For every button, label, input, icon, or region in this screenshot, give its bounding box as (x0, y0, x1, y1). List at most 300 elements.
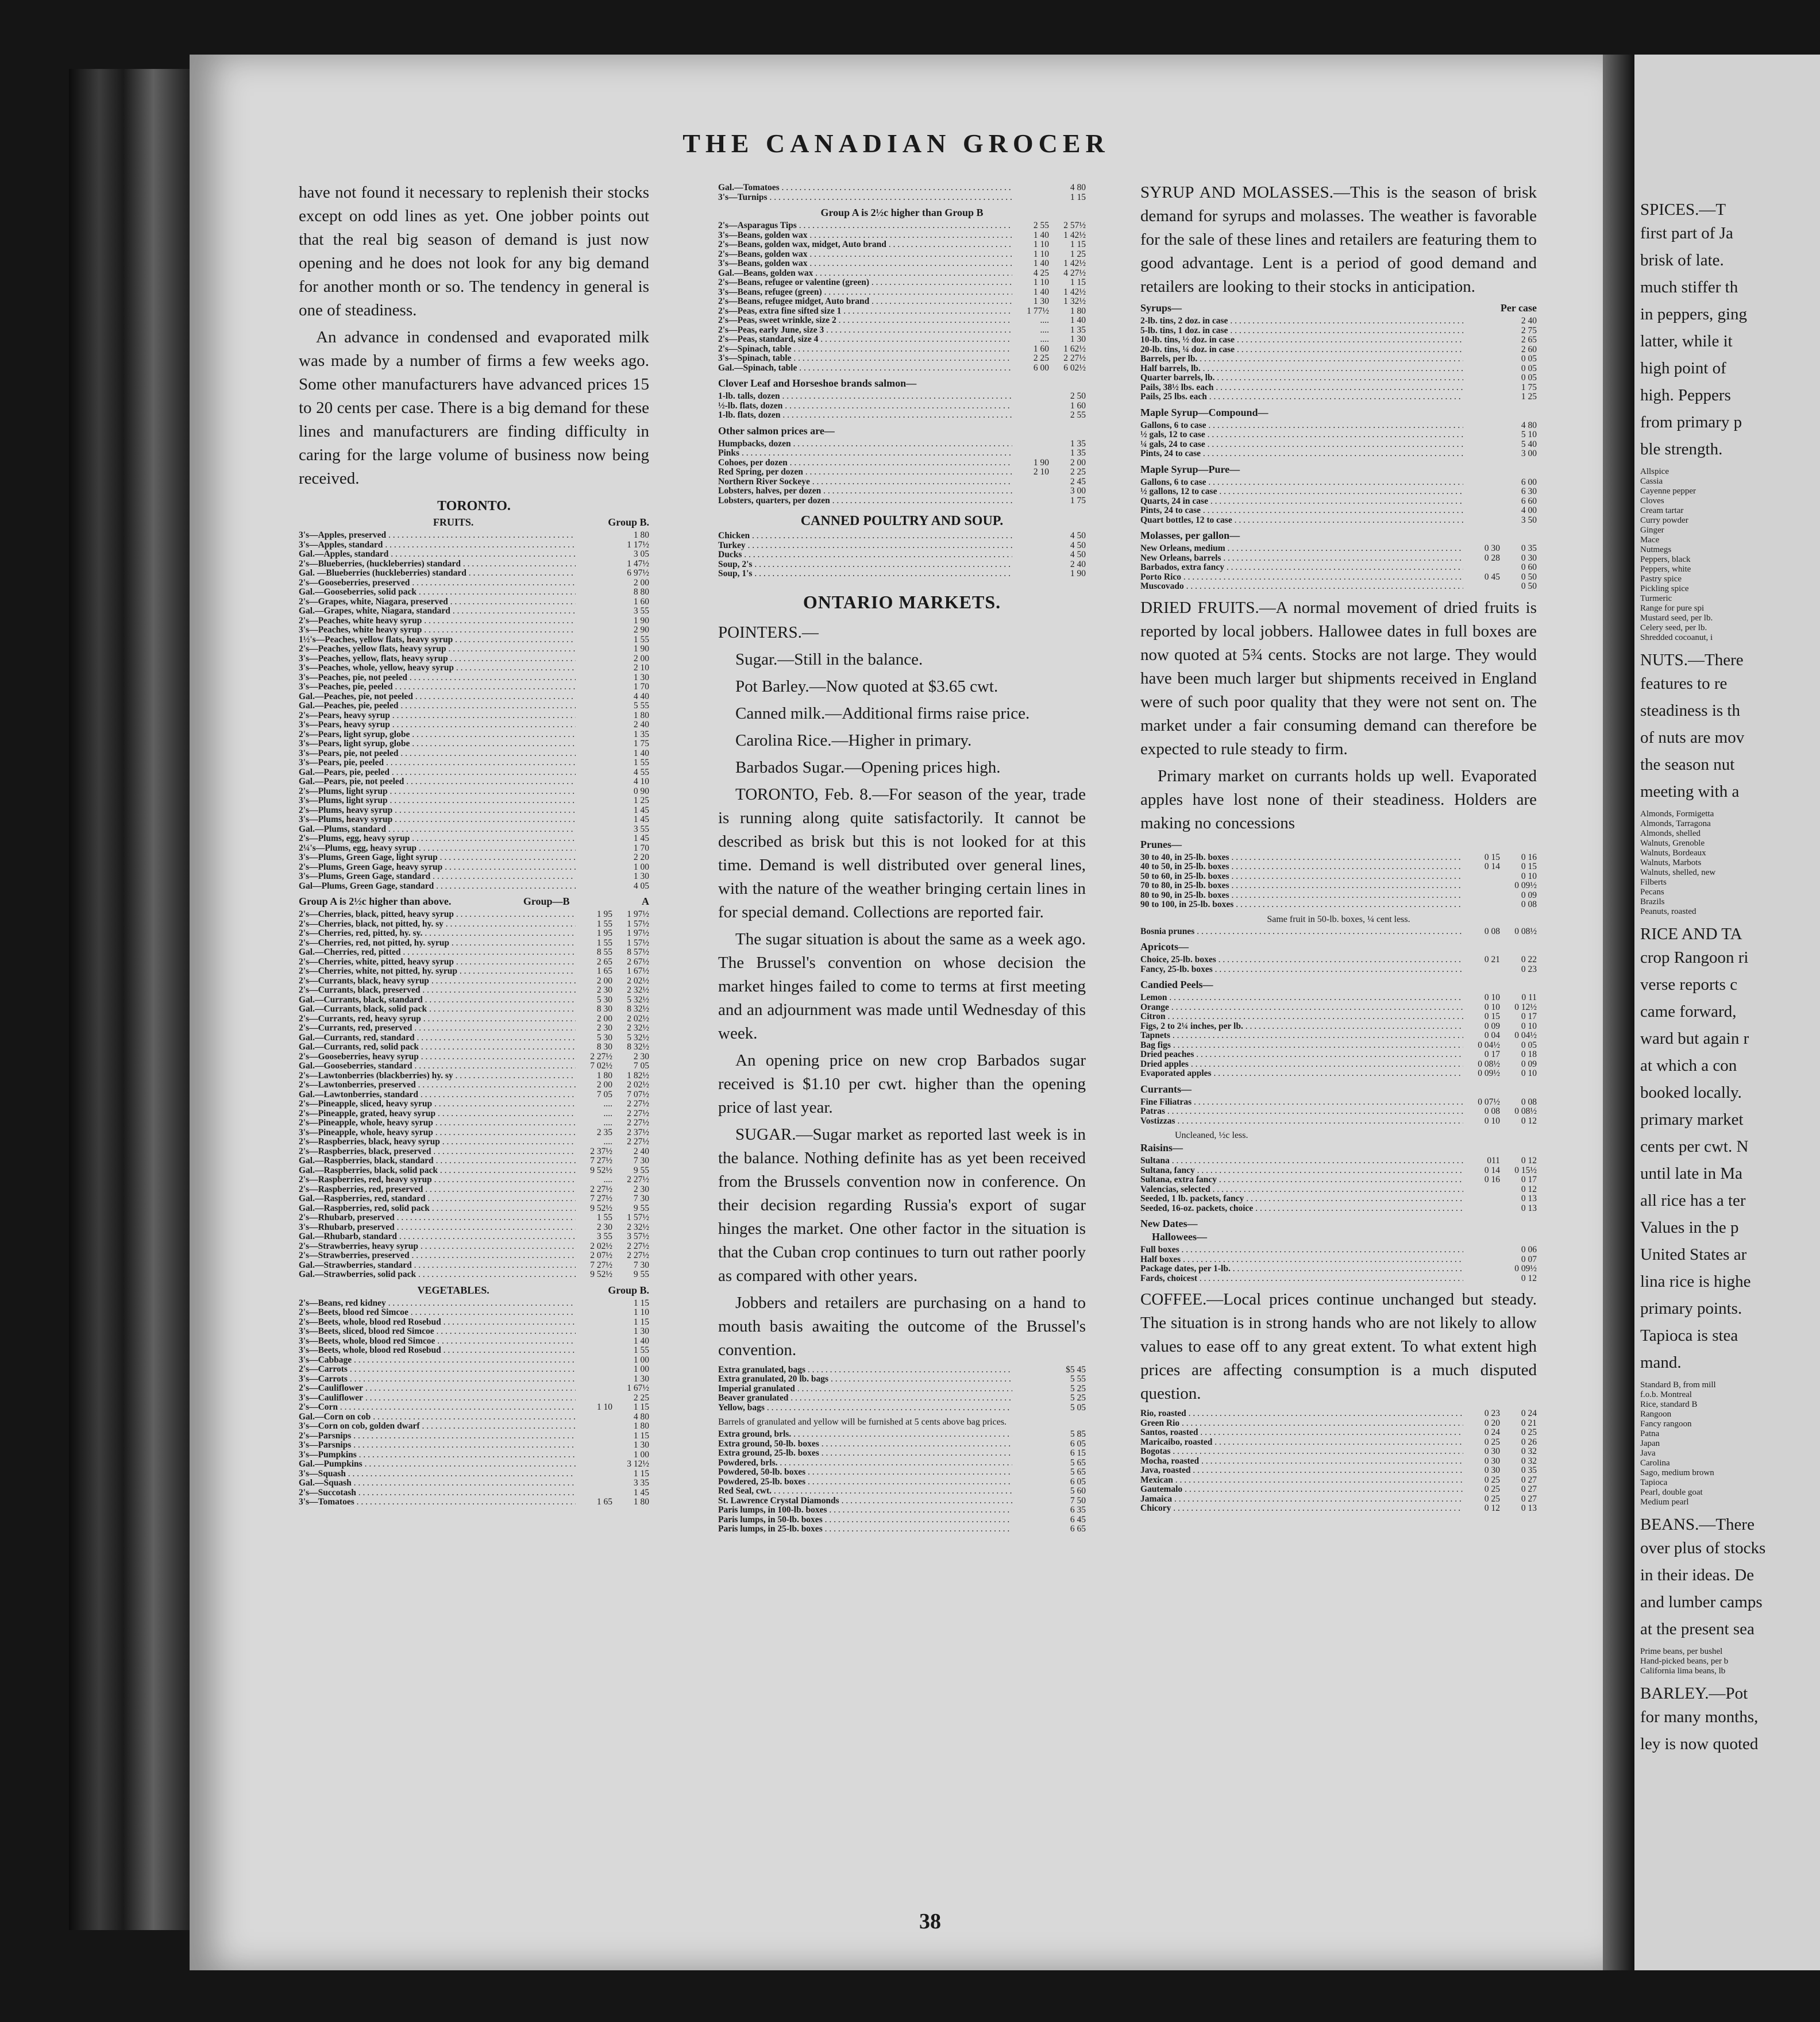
price-item: Filberts (1640, 878, 1667, 887)
row-value-1 (1463, 421, 1500, 431)
row-value-2: 0 15 (1521, 862, 1537, 871)
row-label: Gal.—Peaches, pie, not peeled . . . (299, 692, 576, 702)
row-label: 3's—Apples, preserved . . . (299, 531, 576, 541)
syrups-table (1140, 317, 1537, 402)
table-row (718, 288, 1086, 298)
row-label: Seeded, 16-oz. packets, choice . . . (1140, 1204, 1463, 1214)
row-label: 2's—Cherries, red, not pitted, hy. syrup . . . (299, 939, 576, 948)
section-title: RICE AND TA (1640, 925, 1742, 943)
row-label: 3's—Plums, Green Gage, standard . . . (299, 872, 576, 882)
ontario-markets-heading: ONTARIO MARKETS. (803, 591, 1001, 612)
row-value-2: 1 15 (1070, 277, 1086, 287)
row-value-2: 0 27 (1521, 1475, 1537, 1485)
dates-sub-label: Hallowees— (1152, 1231, 1207, 1242)
row-value-2: 2 25 (633, 1392, 649, 1403)
row-value-1 (1463, 430, 1500, 440)
row-label: Gal.—Currants, black, standard . . . (299, 995, 576, 1005)
row-label: Fancy, 25-lb. boxes . . . (1140, 965, 1463, 975)
row-label: Extra ground, 25-lb. boxes . . . (718, 1449, 1012, 1458)
row-label: 2's—Strawberries, heavy syrup . . . (299, 1242, 576, 1252)
row-label: Red Spring, per dozen . . . (718, 468, 1012, 477)
row-label: Humpbacks, dozen . . . (718, 439, 1012, 449)
row-label: 3's—Parsnips . . . (299, 1441, 576, 1450)
row-label: Gallons, 6 to case . . . (1140, 421, 1463, 431)
row-value-2: 7 50 (1070, 1495, 1086, 1506)
row-value-1 (576, 1394, 612, 1403)
peels-row (1140, 979, 1537, 991)
row-label: 2's—Raspberries, black, preserved . . . (299, 1147, 576, 1157)
row-value-1 (576, 777, 612, 787)
row-value-2: 1 75 (1070, 495, 1086, 506)
row-label: 2's—Currants, red, heavy syrup . . . (299, 1014, 576, 1024)
row-value-2: 1 00 (633, 1355, 649, 1365)
table-row (299, 1109, 649, 1119)
table-row (299, 1441, 649, 1450)
row-value-1: 011 (1487, 1156, 1500, 1166)
table-row (718, 221, 1086, 231)
row-value-1: 0 10 (1484, 1116, 1500, 1126)
row-value-2: 0 25 (1521, 1427, 1537, 1437)
row-label: 2's—Beans, golden wax . . . (718, 250, 1012, 260)
row-label: Extra granulated, bags . . . (718, 1365, 1012, 1375)
row-label: Orange . . . (1140, 1003, 1463, 1013)
table-row (1140, 1466, 1537, 1476)
table-row (299, 1137, 649, 1147)
row-value-2: 1 80 (1070, 306, 1086, 316)
table-row (299, 1175, 649, 1185)
table-row (718, 1506, 1086, 1515)
text-line: Tapioca is stea (1640, 1326, 1738, 1345)
row-value-1 (1463, 373, 1500, 383)
row-value-2: 0 10 (1521, 871, 1537, 881)
text-line: much stiffer th (1640, 278, 1738, 296)
table-row (718, 560, 1086, 570)
row-label: Green Rio . . . (1140, 1419, 1463, 1429)
row-value-1 (1012, 1375, 1049, 1384)
text-line: steadiness is th (1640, 701, 1740, 720)
row-value-2: 6 05 (1070, 1476, 1086, 1487)
row-label: Citron . . . (1140, 1012, 1463, 1022)
row-value-2: 2 90 (633, 625, 649, 635)
dried-fruits-paragraph: DRIED FRUITS.—A normal movement of dried fruits is reported by local jobbers. Hallowee dates in full boxes are now quoted at 5¾ cents. Stocks are not large. They would have been much larger but shipments received in England were of such poor quality that they were not sent on. The market under a fair consuming demand can therefore be expected to rule steady to firm. (1140, 598, 1537, 758)
row-value-1 (1463, 326, 1500, 336)
row-value-2: 9 55 (633, 1203, 649, 1213)
row-value-1 (576, 1413, 612, 1422)
row-value-1 (576, 806, 612, 816)
syrups-header-row (1140, 302, 1537, 314)
row-label: Lemon . . . (1140, 993, 1463, 1003)
row-value-2: 1 15 (1070, 192, 1086, 202)
table-row (299, 768, 649, 778)
row-value-2: 6 35 (1070, 1505, 1086, 1515)
price-item: Hand-picked beans, per b (1640, 1657, 1729, 1666)
row-value-1 (1463, 891, 1500, 901)
row-label: 2's—Succotash . . . (299, 1488, 576, 1498)
price-item: Japan (1640, 1439, 1660, 1448)
row-label: Gal.—Grapes, white, Niagara, standard . . . (299, 607, 576, 616)
row-value-1 (1012, 1468, 1049, 1477)
row-value-2: 3 35 (633, 1478, 649, 1488)
row-label: Gal.—Pears, pie, not peeled . . . (299, 777, 576, 787)
apricots-row (1140, 941, 1537, 953)
row-value-2: 2 27½ (627, 1241, 649, 1251)
row-value-1: 1 40 (1033, 258, 1049, 268)
text-line: until late in Ma (1640, 1164, 1742, 1183)
row-label: 3's—Beans, refugee (green) . . . (718, 288, 1012, 298)
row-value-1 (1012, 569, 1049, 579)
row-label: Valencias, selected . . . (1140, 1185, 1463, 1195)
table-row (718, 316, 1086, 326)
row-value-2: 7 30 (633, 1156, 649, 1166)
row-value-1: 2 00 (596, 1013, 612, 1024)
row-value-2: 1 70 (633, 843, 649, 853)
book-binding-edge (69, 69, 190, 1930)
row-label: 3's—Beans, golden wax . . . (718, 259, 1012, 269)
row-label: 3's—Plums, light syrup . . . (299, 796, 576, 806)
row-value-2: 0 07 (1521, 1254, 1537, 1264)
row-value-1: 0 21 (1484, 955, 1500, 964)
row-value-1: 8 30 (596, 1004, 612, 1014)
row-value-2: 1 80 (633, 1497, 649, 1507)
row-value-2: 5 60 (1070, 1486, 1086, 1496)
row-value-2: 0 08 (1521, 900, 1537, 909)
table-row (718, 1375, 1086, 1384)
row-label: Imperial granulated . . . (718, 1384, 1012, 1394)
row-value-1 (576, 882, 612, 892)
row-label: 40 to 50, in 25-lb. boxes . . . (1140, 862, 1463, 872)
row-label: Gal.—Peaches, pie, peeled . . . (299, 701, 576, 711)
table-row (299, 1043, 649, 1052)
row-label: Quarts, 24 in case . . . (1140, 497, 1463, 507)
row-value-1: 9 52½ (590, 1203, 612, 1213)
row-value-2: 0 12 (1521, 1273, 1537, 1283)
price-item: Walnuts, Grenoble (1640, 839, 1705, 848)
table-row (299, 920, 649, 929)
tomatoes-turnips-table (718, 183, 1086, 202)
table-row (299, 1327, 649, 1337)
row-value-1 (1012, 402, 1049, 411)
row-value-1 (1012, 550, 1049, 560)
row-value-2: 0 06 (1521, 1245, 1537, 1255)
row-value-1 (576, 872, 612, 882)
row-label: 2's—Peas, standard, size 4 . . . (718, 335, 1012, 345)
price-item: Pearl, double goat (1640, 1488, 1703, 1497)
text-line: in peppers, ging (1640, 305, 1748, 323)
table-row (718, 335, 1086, 345)
row-value-1 (1012, 1430, 1049, 1440)
row-value-2: 4 27½ (1063, 268, 1086, 278)
row-value-2: 1 45 (633, 1487, 649, 1498)
table-row (1140, 1175, 1537, 1185)
row-value-1: 0 04½ (1478, 1040, 1500, 1050)
row-value-1 (1012, 1458, 1049, 1468)
table-row (299, 626, 649, 635)
row-value-1 (1463, 1194, 1500, 1204)
table-row (299, 1232, 649, 1242)
row-value-2: 0 60 (1521, 562, 1537, 572)
table-row (299, 882, 649, 892)
section-title: BEANS.—There (1640, 1515, 1755, 1534)
row-value-2: $5 45 (1066, 1364, 1086, 1375)
row-value-2: 1 75 (1521, 382, 1537, 392)
row-value-1 (576, 787, 612, 797)
row-value-2: 2 27½ (627, 1175, 649, 1184)
text-line: crop Rangoon ri (1640, 948, 1749, 967)
row-value-1 (576, 749, 612, 759)
dates-sub-row (1140, 1231, 1537, 1243)
table-row (1140, 853, 1537, 863)
table-row (1140, 317, 1537, 326)
table-row (299, 1498, 649, 1507)
row-value-2: 1 57½ (627, 919, 649, 929)
maple-compound-row (1140, 407, 1537, 419)
row-value-1 (576, 1422, 612, 1431)
table-row (299, 550, 649, 559)
row-label: Chicken . . . (718, 531, 1012, 541)
row-value-1: 0 07½ (1478, 1097, 1500, 1107)
row-value-2: 0 17 (1521, 1175, 1537, 1184)
row-value-2: 2 02½ (627, 1013, 649, 1024)
row-value-1 (576, 1308, 612, 1318)
row-value-1 (1463, 497, 1500, 507)
coffee-paragraph: COFFEE.—Local prices continue unchanged but steady. The situation is in strong hands who are not likely to allow values to ease off to any great extent. To what extent high prices are affecting consumption is a much disputed question. (1140, 1290, 1537, 1403)
row-label: 2's—Beets, blood red Simcoe . . . (299, 1308, 576, 1318)
table-row (718, 364, 1086, 373)
row-label: 3's—Pears, light syrup, globe . . . (299, 739, 576, 749)
table-row (1140, 1041, 1537, 1051)
table-row (718, 1449, 1086, 1458)
row-label: Mexican . . . (1140, 1476, 1463, 1485)
table-row (1140, 1476, 1537, 1485)
text-line: at which a con (1640, 1056, 1737, 1075)
row-value-2: 0 09½ (1514, 1264, 1537, 1274)
text-line: primary market (1640, 1110, 1744, 1129)
table-row (299, 1005, 649, 1014)
row-label: Red Seal, cwt. . . . (718, 1487, 1012, 1496)
table-row (299, 597, 649, 607)
row-value-1 (1463, 1245, 1500, 1255)
row-value-1 (1463, 335, 1500, 345)
row-label: 2's—Cherries, red, pitted, hy. sy. . . . (299, 929, 576, 939)
table-row (299, 1024, 649, 1033)
table-row (299, 1318, 649, 1328)
row-label: Powdered, brls. . . . (718, 1458, 1012, 1468)
row-value-2: 3 00 (1070, 486, 1086, 496)
row-value-2: 0 32 (1521, 1446, 1537, 1456)
text-line: ley is now quoted (1640, 1735, 1759, 1753)
table-row (299, 1071, 649, 1081)
table-row (299, 711, 649, 721)
table-row (299, 720, 649, 730)
table-row (718, 1515, 1086, 1525)
row-value-2: 1 17½ (627, 539, 649, 550)
text-line: latter, while it (1640, 332, 1733, 350)
text-line: in their ideas. De (1640, 1566, 1755, 1584)
row-label: Beaver granulated . . . (718, 1394, 1012, 1403)
row-value-2: 2 10 (633, 663, 649, 673)
table-row (299, 1261, 649, 1271)
row-value-1: 0 15 (1484, 1012, 1500, 1021)
vegetables-heading: VEGETABLES. (417, 1284, 489, 1296)
price-list (1640, 467, 1820, 643)
magazine-page (190, 55, 1603, 1970)
row-label: Bosnia prunes . . . (1140, 927, 1463, 937)
row-label: 2's—Beans, golden wax, midget, Auto brand . . . (718, 240, 1012, 250)
row-label: 3's—Pears, heavy syrup . . . (299, 720, 576, 730)
section-title: NUTS.—There (1640, 651, 1744, 669)
row-value-2: 2 00 (1070, 457, 1086, 468)
text-line: lina rice is highe (1640, 1272, 1751, 1291)
prunes-label: Prunes— (1140, 838, 1182, 850)
fruits-header-row (299, 516, 649, 528)
row-label: 2¼'s—Plums, egg, heavy syrup . . . (299, 844, 576, 854)
apricots-label: Apricots— (1140, 941, 1189, 952)
row-label: 3's—Peaches, yellow, flats, heavy syrup . . . (299, 654, 576, 664)
row-label: 3's—Peaches, whole, yellow, heavy syrup . . . (299, 663, 576, 673)
row-value-1: 1 65 (596, 1497, 612, 1507)
section-title: BARLEY.—Pot (1640, 1684, 1748, 1703)
table-row (1140, 1107, 1537, 1117)
table-row (299, 1469, 649, 1479)
row-value-1 (576, 863, 612, 873)
row-value-1: 7 27½ (590, 1156, 612, 1166)
row-value-2: 2 40 (1521, 316, 1537, 326)
table-row (299, 654, 649, 664)
row-value-2: 1 42½ (1063, 258, 1086, 268)
row-label: 1-lb. talls, dozen . . . (718, 392, 1012, 402)
row-label: Gal.—Currants, black, solid pack . . . (299, 1005, 576, 1014)
row-label: Lobsters, halves, per dozen . . . (718, 487, 1012, 496)
row-value-2: 1 97½ (627, 909, 649, 919)
price-item: Nutmegs (1640, 545, 1672, 554)
row-value-2: 1 55 (633, 758, 649, 767)
table-row (718, 1525, 1086, 1534)
row-value-1: 0 08½ (1478, 1059, 1500, 1069)
table-row (1140, 965, 1537, 975)
row-value-2: 2 00 (633, 653, 649, 663)
text-line: United States ar (1640, 1245, 1747, 1264)
row-value-2: 0 12 (1521, 1156, 1537, 1166)
table-row (1140, 1117, 1537, 1126)
next-page-column (1640, 198, 1820, 1759)
row-value-2: 6 65 (1070, 1524, 1086, 1534)
row-value-1 (1012, 439, 1049, 449)
table-row (1140, 1098, 1537, 1108)
row-label: New Orleans, barrels . . . (1140, 554, 1463, 564)
row-value-1 (576, 730, 612, 740)
row-label: 2's—Gooseberries, preserved . . . (299, 578, 576, 588)
row-value-2: 0 11 (1521, 993, 1537, 1002)
row-value-2: 0 09½ (1514, 881, 1537, 890)
price-item: Peppers, white (1640, 565, 1691, 574)
table-row (1140, 1428, 1537, 1438)
text-line: primary points. (1640, 1299, 1742, 1318)
table-row (1140, 1504, 1537, 1514)
row-value-2: 0 12 (1521, 1116, 1537, 1126)
table-row (718, 477, 1086, 487)
price-item: Pecans (1640, 887, 1664, 897)
table-row (718, 541, 1086, 551)
table-row (299, 948, 649, 958)
row-value-2: 2 57½ (1063, 221, 1086, 230)
fruits-table (299, 531, 649, 891)
body-paragraph: Jobbers and retailers are purchasing on a hand to mouth basis awaiting the outcome of the Brussel's convention. (718, 1293, 1086, 1359)
row-label: 3's—Beans, golden wax . . . (718, 231, 1012, 241)
row-value-2: 5 32½ (627, 1032, 649, 1043)
row-value-1 (1012, 560, 1049, 570)
table-row (299, 929, 649, 939)
row-label: Jamaica . . . (1140, 1495, 1463, 1504)
row-label: ½ gals, 12 to case . . . (1140, 430, 1463, 440)
row-value-2: 1 45 (633, 834, 649, 843)
row-value-1 (576, 559, 612, 569)
row-label: 2's—Currants, black, heavy syrup . . . (299, 977, 576, 986)
row-value-1: 0 15 (1484, 852, 1500, 862)
price-item: f.o.b. Montreal (1640, 1390, 1692, 1399)
row-label: Gal.—Pears, pie, peeled . . . (299, 768, 576, 778)
price-item: Cream tartar (1640, 506, 1684, 515)
row-value-2: 5 85 (1070, 1429, 1086, 1439)
row-value-2: 1 60 (1070, 400, 1086, 411)
row-value-1 (1012, 1365, 1049, 1375)
poultry-heading: CANNED POULTRY AND SOUP. (800, 514, 1004, 528)
table-row (299, 825, 649, 835)
row-label: 2's—Pineapple, whole, heavy syrup . . . (299, 1118, 576, 1128)
row-label: Patras . . . (1140, 1107, 1463, 1117)
row-value-2: 0 27 (1521, 1494, 1537, 1504)
row-value-1: 8 55 (596, 947, 612, 957)
row-value-2: 2 55 (1070, 410, 1086, 420)
table-row (299, 986, 649, 995)
table-row (299, 1299, 649, 1309)
row-label: Quarter barrels, lb. . . . (1140, 373, 1463, 383)
row-value-1: 1 55 (596, 919, 612, 929)
row-label: Maricaibo, roasted . . . (1140, 1438, 1463, 1448)
row-label: Pinks . . . (718, 449, 1012, 458)
row-value-2: 2 75 (1521, 325, 1537, 335)
row-value-2: 1 10 (633, 1307, 649, 1317)
table-row (299, 1081, 649, 1090)
row-label: 3's—Beets, whole, blood red Rosebud . . . (299, 1346, 576, 1356)
row-label: Pints, 24 to case . . . (1140, 506, 1463, 516)
row-value-2: 0 26 (1521, 1437, 1537, 1447)
row-value-2: 1 30 (633, 871, 649, 881)
row-label: 3's—Pears, pie, peeled . . . (299, 758, 576, 768)
table-row (299, 853, 649, 863)
row-value-1: .... (1040, 325, 1049, 335)
row-label: Sultana, extra fancy . . . (1140, 1175, 1463, 1185)
row-value-1 (1012, 531, 1049, 541)
text-line: ward but again r (1640, 1029, 1749, 1048)
row-label: Yellow, bags . . . (718, 1403, 1012, 1413)
row-label: 2's—Cherries, black, not pitted, hy. sy . . . (299, 920, 576, 929)
row-value-1 (1012, 392, 1049, 402)
row-value-1 (576, 673, 612, 683)
row-value-2: 0 08½ (1514, 1106, 1537, 1116)
row-value-2: 1 67½ (627, 1383, 649, 1393)
peels-label: Candied Peels— (1140, 979, 1213, 990)
row-value-1: 2 02½ (590, 1241, 612, 1251)
row-value-1 (1463, 354, 1500, 364)
row-label: 3's—Cabbage . . . (299, 1356, 576, 1365)
text-line: came forward, (1640, 1002, 1737, 1021)
row-label: 2's—Peas, extra fine sifted size 1 . . . (718, 307, 1012, 317)
row-value-1 (576, 1327, 612, 1337)
row-value-2: 4 50 (1070, 540, 1086, 550)
row-value-1 (1463, 383, 1500, 393)
table-row (1140, 1185, 1537, 1195)
row-label: Turkey . . . (718, 541, 1012, 551)
